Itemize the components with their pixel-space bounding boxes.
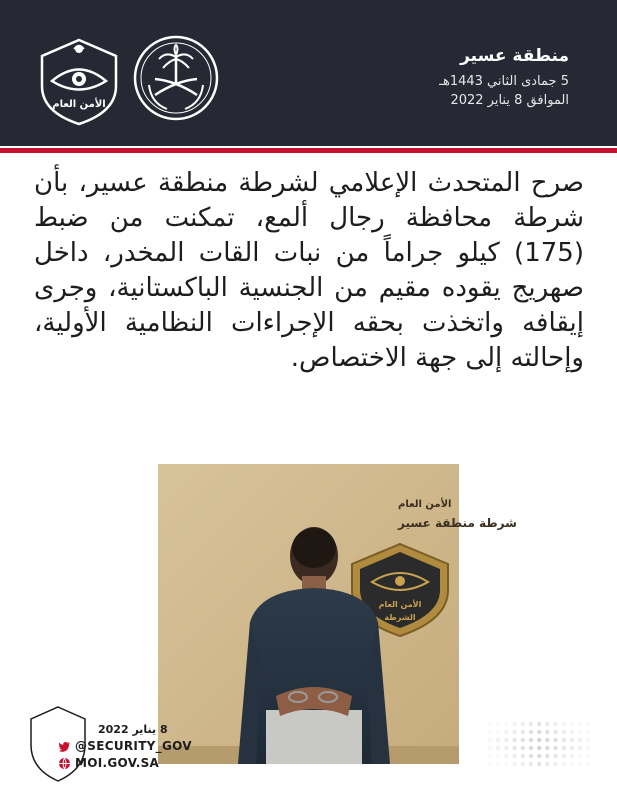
saudi-emblem-icon <box>133 35 219 121</box>
twitter-icon <box>58 740 71 753</box>
security-logo-text: الأمن العام <box>52 99 106 110</box>
statement-text: صرح المتحدث الإعلامي لشرطة منطقة عسير، بأن شرطة محافظة رجال ألمع، تمكنت من ضبط (175) كيلو جراماً من نبات القات المخدر، داخل صهريج يقوده مقيم من الجنسية الباكستانية، وجرى إيقافه واتخذت بحقه الإجراءات النظامية الأولية، وإحالته إلى جهة الاختصاص. <box>34 168 584 373</box>
public-security-logo-icon <box>34 36 124 126</box>
wall-text-line2: شرطة منطقة عسير <box>398 516 517 530</box>
footer-date: 8 يناير 2022 <box>98 723 168 736</box>
twitter-handle: @SECURITY_GOV <box>75 739 192 753</box>
suspect-photo <box>158 464 517 764</box>
gregorian-date: الموافق 8 يناير 2022 <box>450 93 569 108</box>
header-accent-line <box>0 148 617 153</box>
globe-icon <box>58 757 71 770</box>
wall-text-line1: الأمن العام <box>398 499 452 510</box>
region-title: منطقة عسير <box>460 46 569 66</box>
website-link[interactable] <box>58 755 238 772</box>
header-info <box>269 44 569 110</box>
website-url: MOI.GOV.SA <box>75 756 160 770</box>
hijri-date: 5 جمادى الثاني 1443هـ <box>439 74 569 89</box>
footer-links <box>58 722 238 772</box>
dot-pattern-icon <box>486 720 596 770</box>
emblem-text-top: الأمن العام <box>378 600 422 609</box>
twitter-link[interactable] <box>58 738 238 755</box>
emblem-text-bottom: الشرطة <box>384 613 416 622</box>
